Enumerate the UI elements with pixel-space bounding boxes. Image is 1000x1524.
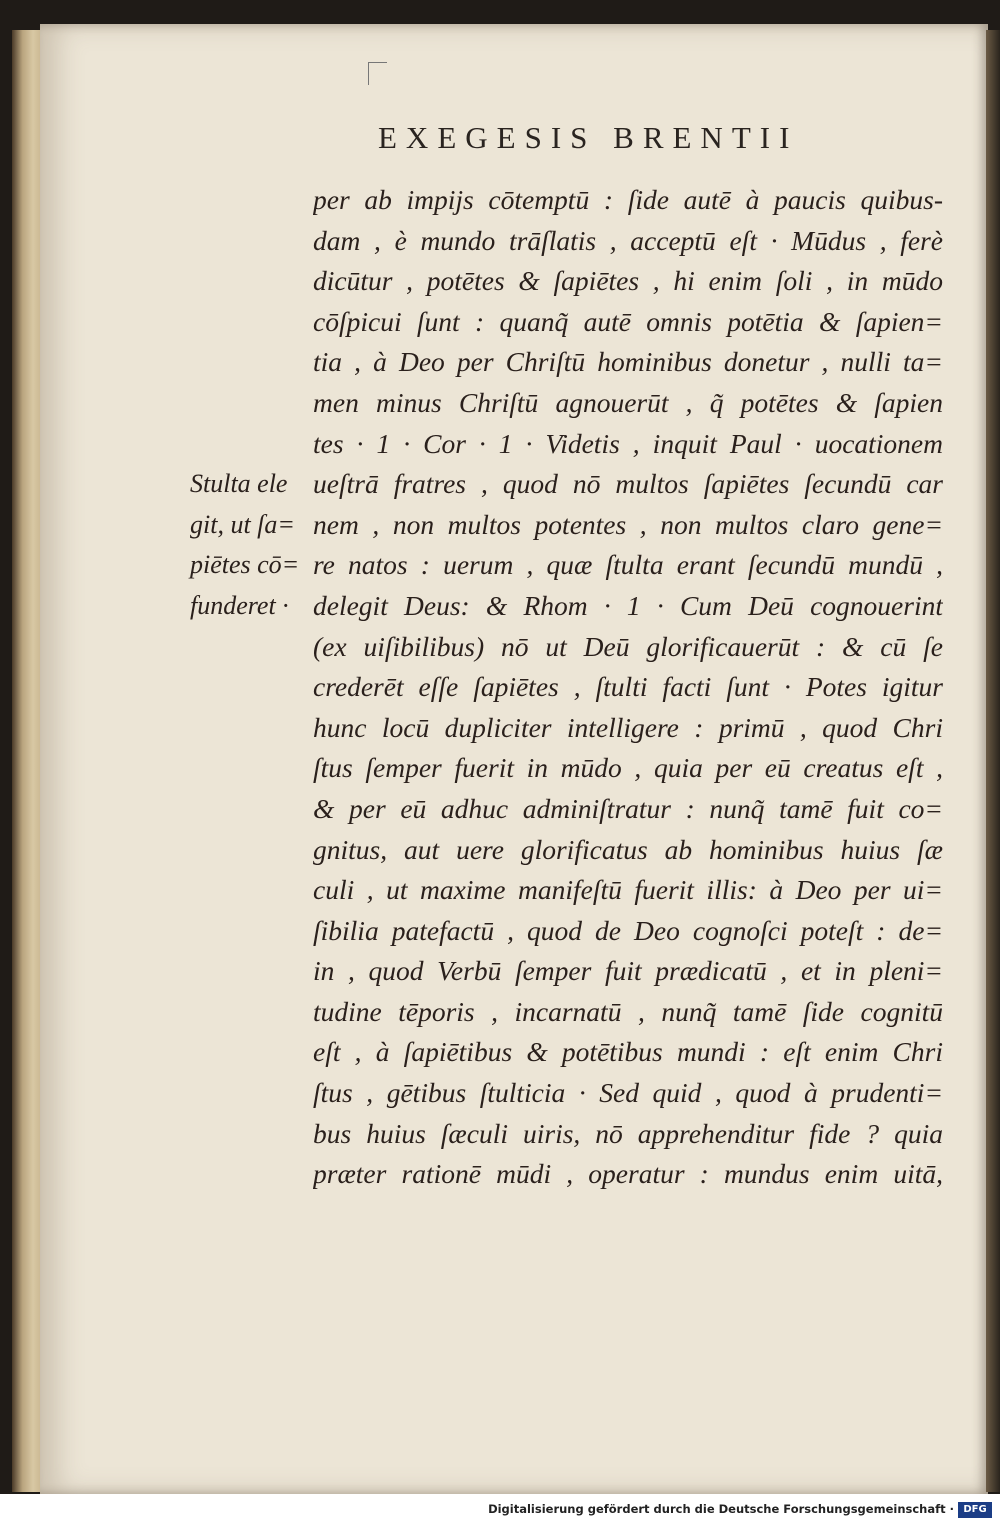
text-line: & per eū adhuc adminiſtratur : nunq̃ tamē fuit co= <box>313 792 943 824</box>
body-text <box>313 180 943 1195</box>
margin-note-line: funderet · <box>190 590 289 620</box>
text-line: tia , à Deo per Chriſtū hominibus donetur , nulli ta= <box>313 346 943 378</box>
text-line: cōſpicui ſunt : quanq̃ autē omnis potētia & ſapien= <box>313 305 943 337</box>
text-line: in , quod Verbū ſemper fuit prædicatū , et in pleni= <box>313 955 943 987</box>
margin-note-line: Stulta ele <box>190 469 288 498</box>
text-line: eſt , à ſapiētibus & potētibus mundi : eſt enim Chri <box>313 1036 943 1068</box>
text-line: hunc locū dupliciter intelligere : primū , quod Chri <box>313 711 943 743</box>
text-line: ſtus , gētibus ſtulticia · Sed quid , quod à prudenti= <box>313 1077 943 1109</box>
text-line: men minus Chriſtū agnouerūt , q̃ potētes & ſapien <box>313 386 943 418</box>
text-line: culi , ut maxime manifeſtū fuerit illis: à Deo per ui= <box>313 874 943 906</box>
text-line: crederēt eſſe ſapiētes , ſtulti facti ſunt · Potes igitur <box>313 671 943 703</box>
text-line: dam , è mundo trāſlatis , acceptū eſt · Mūdus , ferè <box>313 224 943 256</box>
text-line: tudine tēporis , incarnatū , nunq̃ tamē ſide cognitū <box>313 995 943 1027</box>
book-edge <box>12 30 42 1492</box>
corner-mark <box>368 62 387 85</box>
text-line: ſibilia patefactū , quod de Deo cognoſci poteſt : de= <box>313 914 943 946</box>
text-line: (ex uiſibilibus) nō ut Deū glorificauerūt : & cū ſe <box>313 630 943 662</box>
text-line: ueſtrā fratres , quod nō multos ſapiētes ſecundū car <box>313 468 943 500</box>
footer-bar <box>0 1494 1000 1524</box>
text-line: bus huius ſæculi uiris, nō apprehenditur fide ? quia <box>313 1117 943 1149</box>
text-line: re natos : uerum , quæ ſtulta erant ſecundū mundū , <box>313 549 943 581</box>
text-line: præter rationē mūdi , operatur : mundus enim uitā, <box>313 1158 943 1190</box>
text-line: delegit Deus: & Rhom · 1 · Cum Deū cognouerint <box>313 589 943 621</box>
text-line: gnitus, aut uere glorificatus ab hominibus huius ſæ <box>313 833 943 865</box>
text-line: per ab impijs cōtemptū : ſide autē à paucis quibus- <box>313 184 943 215</box>
running-head: EXEGESIS BRENTII <box>378 120 799 155</box>
margin-note <box>190 464 308 626</box>
text-line: dicūtur , potētes & ſapiētes , hi enim ſoli , in mūdo <box>313 265 943 297</box>
text-line: tes · 1 · Cor · 1 · Videtis , inquit Paul · uocationem <box>313 427 943 459</box>
margin-note-line: piētes cō= <box>190 550 300 580</box>
margin-note-line: git, ut ſa= <box>190 509 295 539</box>
text-line: nem , non multos potentes , non multos claro gene= <box>313 508 943 540</box>
text-line: ſtus ſemper fuerit in mūdo , quia per eū creatus eſt , <box>313 752 943 784</box>
footer-credit: Digitalisierung gefördert durch die Deutsche Forschungsgemeinschaft · <box>488 1502 954 1516</box>
dfg-logo: DFG <box>958 1502 992 1518</box>
page-shadow <box>986 30 1000 1492</box>
